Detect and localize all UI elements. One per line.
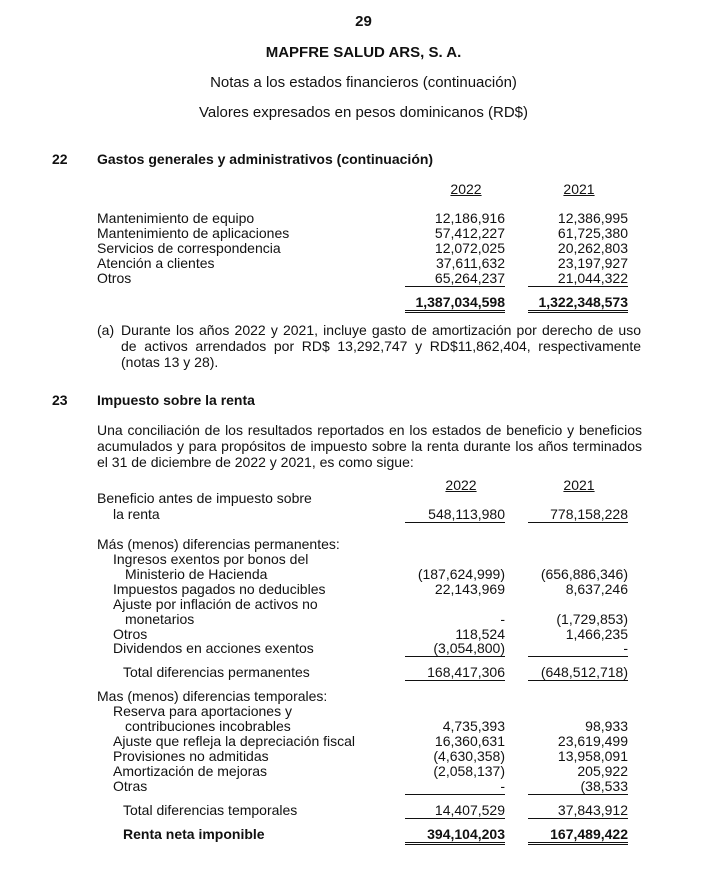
note-22-year-2022: 2022	[450, 181, 482, 197]
value-2021: 23,197,927	[557, 255, 628, 271]
value-2022: 4,735,393	[442, 718, 505, 734]
row-label: Ingresos exentos por bonos del	[113, 551, 309, 567]
value-2022: (4,630,358)	[433, 748, 505, 764]
value-2022: 12,186,916	[434, 210, 505, 226]
document-subtitle: Notas a los estados financieros (continuación)	[210, 74, 517, 91]
value-2022: 37,611,632	[435, 255, 505, 271]
value-2021: 13,958,091	[557, 748, 628, 764]
value-2022: (187,624,999)	[417, 566, 505, 582]
value-2022: (2,058,137)	[433, 763, 505, 779]
value-2021: (656,886,346)	[540, 566, 628, 582]
row-label: Provisiones no admitidas	[113, 748, 269, 764]
value-2022: 16,360,631	[434, 733, 505, 749]
currency-note: Valores expresados en pesos dominicanos (RD$)	[198, 104, 529, 121]
value-2021: (1,729,853)	[556, 611, 628, 627]
value-2021: 1,322,348,573	[528, 294, 628, 313]
value-2021: 98,933	[585, 718, 628, 734]
note-22-number: 22	[52, 151, 68, 167]
value-2022: 65,264,237	[405, 270, 505, 287]
value-2021: 61,725,380	[557, 225, 628, 241]
value-2021: 20,262,803	[557, 240, 628, 256]
note-23-year-2021: 2021	[563, 477, 595, 493]
page-number: 29	[355, 13, 372, 30]
value-2022: 118,524	[455, 626, 505, 642]
value-2021: 8,637,246	[565, 581, 628, 597]
value-2022: 22,143,969	[434, 581, 505, 597]
value-2022: 394,104,203	[405, 826, 505, 845]
row-label: Otros	[97, 270, 132, 286]
value-2021: 1,466,235	[565, 626, 628, 642]
row-label: Ministerio de Hacienda	[125, 566, 268, 582]
row-label: Mantenimiento de aplicaciones	[97, 225, 290, 241]
value-2022: (3,054,800)	[405, 640, 505, 657]
row-label: Otras	[113, 778, 148, 794]
row-label: Otros	[113, 626, 148, 642]
value-2021: (38,533	[528, 778, 628, 795]
value-2022: -	[500, 611, 505, 627]
row-label: Atención a clientes	[97, 255, 215, 271]
note-23-intro: Una conciliación de los resultados reportados en los estados de beneficio y beneficios acumulados y para propósitos de impuesto sobre la renta durante los años terminados el 31 de diciembre de 2022 y 2021, es como sigue:	[97, 422, 642, 470]
footnote-marker: (a)	[97, 322, 115, 338]
row-label: monetarios	[125, 611, 195, 627]
row-label: Total diferencias permanentes	[123, 664, 310, 680]
row-label: Dividendos en acciones exentos	[113, 640, 314, 656]
row-label: Total diferencias temporales	[123, 802, 298, 818]
row-label: Beneficio antes de impuesto sobre	[97, 490, 312, 506]
row-label: la renta	[113, 506, 160, 522]
row-label: Amortización de mejoras	[113, 763, 268, 779]
value-2021: 778,158,228	[528, 506, 628, 523]
row-label: Mas (menos) diferencias temporales:	[97, 688, 328, 704]
value-2022: 1,387,034,598	[405, 294, 505, 313]
value-2021: 12,386,995	[557, 210, 628, 226]
value-2021: 205,922	[577, 763, 628, 779]
note-22-year-2021: 2021	[563, 181, 595, 197]
note-23-year-2022: 2022	[445, 477, 477, 493]
value-2022: 548,113,980	[405, 506, 505, 523]
note-23-number: 23	[52, 392, 68, 408]
value-2022: 168,417,306	[405, 664, 505, 681]
value-2021: 23,619,499	[557, 733, 628, 749]
row-label: contribuciones incobrables	[125, 718, 291, 734]
value-2021: 37,843,912	[528, 802, 628, 819]
value-2021: 167,489,422	[528, 826, 628, 845]
value-2021: (648,512,718)	[528, 664, 628, 681]
company-name: MAPFRE SALUD ARS, S. A.	[265, 44, 462, 61]
value-2022: 57,412,227	[434, 225, 505, 241]
row-label: Renta neta imponible	[123, 826, 265, 842]
row-label: Más (menos) diferencias permanentes:	[97, 536, 340, 552]
row-label: Ajuste que refleja la depreciación fiscal	[113, 733, 356, 749]
value-2021: 21,044,322	[528, 270, 628, 287]
value-2021: -	[528, 640, 628, 657]
row-label: Impuestos pagados no deducibles	[113, 581, 326, 597]
row-label: Mantenimiento de equipo	[97, 210, 255, 226]
value-2022: -	[405, 778, 505, 795]
value-2022: 12,072,025	[434, 240, 505, 256]
row-label: Reserva para aportaciones y	[113, 703, 292, 719]
footnote-text: Durante los años 2022 y 2021, incluye gasto de amortización por derecho de uso de activos arrendados por RD$ 13,292,747 y RD$11,862,404, respectivamente (notas 13 y 28).	[121, 322, 641, 370]
row-label: Ajuste por inflación de activos no	[113, 596, 318, 612]
note-22-title: Gastos generales y administrativos (continuación)	[97, 151, 434, 167]
value-2022: 14,407,529	[405, 802, 505, 819]
row-label: Servicios de correspondencia	[97, 240, 281, 256]
note-23-title: Impuesto sobre la renta	[97, 392, 255, 408]
